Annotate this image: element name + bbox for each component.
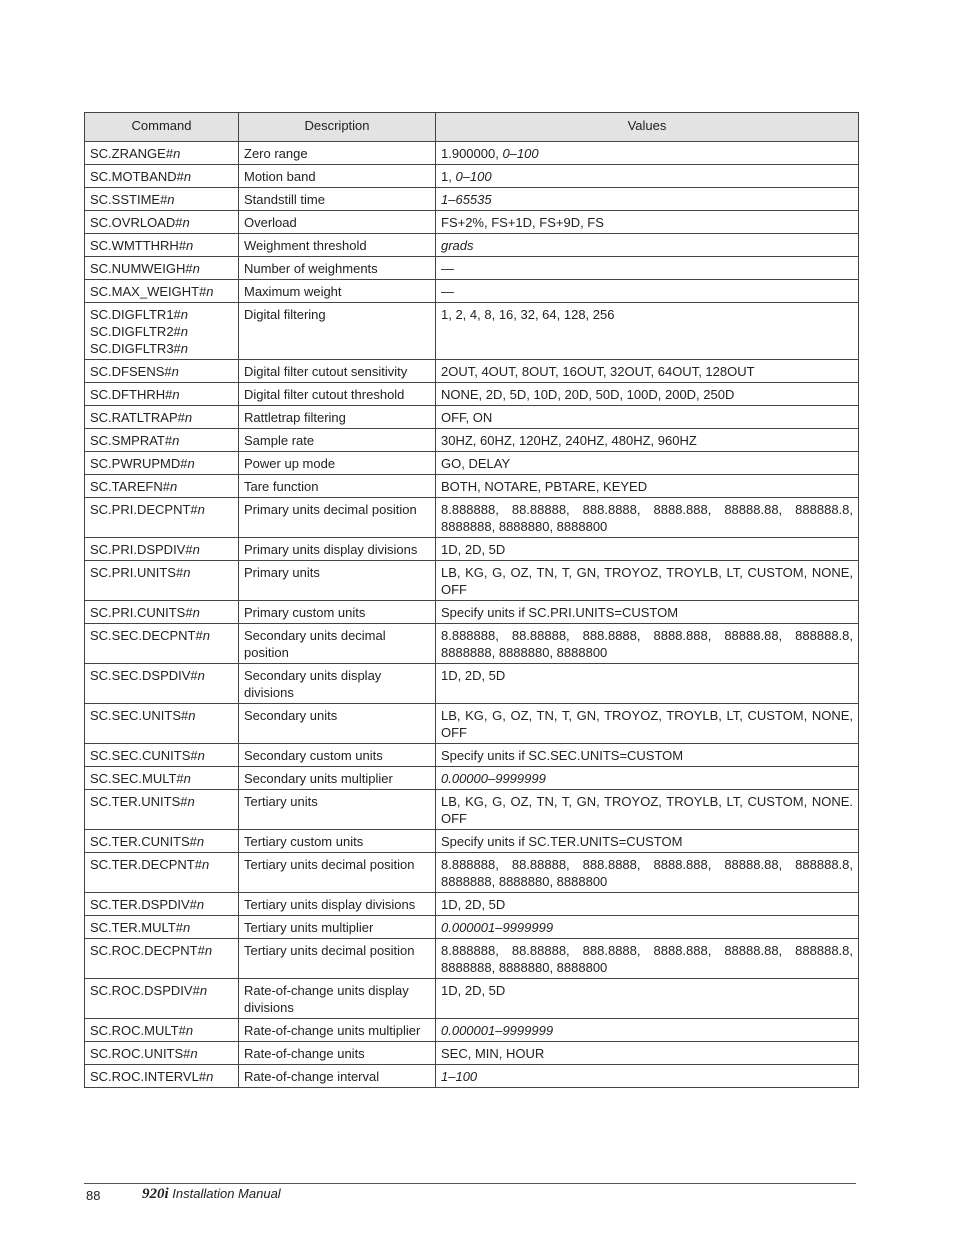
- values-cell: [436, 429, 859, 452]
- command-param: n: [192, 261, 200, 276]
- values-cell: [436, 280, 859, 303]
- command-cell: [85, 303, 239, 360]
- command-line: [90, 856, 233, 873]
- table-row: [85, 1065, 859, 1088]
- command-param: n: [180, 307, 189, 322]
- command-name: SC.TER.UNITS#: [90, 794, 188, 809]
- table-body: [85, 142, 859, 1088]
- description-cell: Digital filter cutout sensitivity: [239, 360, 436, 383]
- table-row: [85, 280, 859, 303]
- values-cell: [436, 165, 859, 188]
- command-line: [90, 919, 233, 936]
- description-cell: Primary units: [239, 561, 436, 601]
- description-cell: Sample rate: [239, 429, 436, 452]
- command-param: n: [182, 215, 190, 230]
- command-name: SC.SEC.CUNITS#: [90, 748, 198, 763]
- command-line: [90, 1022, 233, 1039]
- command-cell: [85, 257, 239, 280]
- command-name: SC.ZRANGE#: [90, 146, 174, 161]
- header-command: Command: [85, 113, 239, 142]
- command-cell: [85, 452, 239, 475]
- command-param: n: [186, 238, 194, 253]
- values-cell: [436, 142, 859, 165]
- command-cell: [85, 744, 239, 767]
- command-name: SC.PRI.CUNITS#: [90, 605, 193, 620]
- command-name: SC.PRI.DECPNT#: [90, 502, 198, 517]
- command-name: SC.SSTIME#: [90, 192, 168, 207]
- description-cell: Rate-of-change interval: [239, 1065, 436, 1088]
- command-param: n: [197, 502, 205, 517]
- manual-model: 920i: [142, 1186, 169, 1202]
- command-name: SC.WMTTHRH#: [90, 238, 187, 253]
- command-line: [90, 283, 233, 300]
- command-param: n: [197, 668, 205, 683]
- command-line: [90, 747, 233, 764]
- command-cell: [85, 498, 239, 538]
- command-line: [90, 237, 233, 254]
- description-cell: Rate-of-change units display divisions: [239, 979, 436, 1019]
- values-range: 0–100: [502, 146, 539, 161]
- command-param: n: [202, 628, 210, 643]
- header-values: Values: [436, 113, 859, 142]
- command-line: [90, 191, 233, 208]
- command-line: [90, 455, 233, 472]
- command-name: SC.TAREFN#: [90, 479, 170, 494]
- values-cell: [436, 624, 859, 664]
- description-cell: Primary custom units: [239, 601, 436, 624]
- command-param: n: [206, 1069, 214, 1084]
- command-cell: [85, 280, 239, 303]
- values-text: GO, DELAY: [441, 456, 511, 471]
- command-param: n: [183, 771, 191, 786]
- values-cell: [436, 406, 859, 429]
- command-name: SC.ROC.DECPNT#: [90, 943, 205, 958]
- values-text: 30HZ, 60HZ, 120HZ, 240HZ, 480HZ, 960HZ: [441, 433, 697, 448]
- description-cell: Tertiary units decimal position: [239, 939, 436, 979]
- values-cell: [436, 383, 859, 406]
- command-cell: [85, 1042, 239, 1065]
- table-row: [85, 360, 859, 383]
- table-row: [85, 538, 859, 561]
- values-text: FS+2%, FS+1D, FS+9D, FS: [441, 215, 604, 230]
- description-cell: Tertiary custom units: [239, 830, 436, 853]
- values-cell: [436, 893, 859, 916]
- table-row: [85, 498, 859, 538]
- command-line: [90, 604, 233, 621]
- description-cell: Number of weighments: [239, 257, 436, 280]
- command-name: SC.DFTHRH#: [90, 387, 173, 402]
- values-cell: [436, 360, 859, 383]
- command-name: SC.TER.CUNITS#: [90, 834, 197, 849]
- description-cell: Secondary units decimal position: [239, 624, 436, 664]
- values-text: BOTH, NOTARE, PBTARE, KEYED: [441, 479, 648, 494]
- values-cell: [436, 744, 859, 767]
- description-cell: Tertiary units: [239, 790, 436, 830]
- table-row: [85, 406, 859, 429]
- description-cell: Power up mode: [239, 452, 436, 475]
- values-text: Specify units if SC.SEC.UNITS=CUSTOM: [441, 748, 684, 763]
- values-text: 1.900000,: [441, 146, 503, 161]
- command-cell: [85, 601, 239, 624]
- command-cell: [85, 406, 239, 429]
- values-text: Specify units if SC.TER.UNITS=CUSTOM: [441, 834, 683, 849]
- command-line: [90, 942, 233, 959]
- command-param: n: [197, 748, 205, 763]
- table-row: [85, 767, 859, 790]
- values-text: 2OUT, 4OUT, 8OUT, 16OUT, 32OUT, 64OUT, 128OUT: [441, 364, 755, 379]
- command-cell: [85, 1019, 239, 1042]
- command-cell: [85, 383, 239, 406]
- command-param: n: [187, 456, 195, 471]
- values-cell: [436, 830, 859, 853]
- table-row: [85, 893, 859, 916]
- table-row: [85, 142, 859, 165]
- command-param: n: [172, 387, 180, 402]
- command-cell: [85, 939, 239, 979]
- command-line: [90, 667, 233, 684]
- command-cell: [85, 211, 239, 234]
- command-line: [90, 564, 233, 581]
- command-param: n: [184, 410, 193, 425]
- table-row: [85, 452, 859, 475]
- command-name: SC.DFSENS#: [90, 364, 172, 379]
- values-text: 8.888888, 88.88888, 888.8888, 8888.888, 88888.88, 888888.8, 8888888, 8888880, 8888800: [441, 943, 853, 975]
- values-text: —: [441, 284, 454, 299]
- values-cell: [436, 1042, 859, 1065]
- table-header: [85, 113, 859, 142]
- table-row: [85, 475, 859, 498]
- command-cell: [85, 538, 239, 561]
- description-cell: Secondary units: [239, 704, 436, 744]
- values-cell: [436, 1065, 859, 1088]
- description-cell: Secondary units multiplier: [239, 767, 436, 790]
- command-line: [90, 541, 233, 558]
- command-param: n: [196, 897, 205, 912]
- values-cell: [436, 538, 859, 561]
- command-cell: [85, 664, 239, 704]
- values-text: SEC, MIN, HOUR: [441, 1046, 545, 1061]
- table-row: [85, 165, 859, 188]
- values-cell: [436, 234, 859, 257]
- command-name: SC.ROC.MULT#: [90, 1023, 186, 1038]
- command-line: [90, 770, 233, 787]
- command-line: [90, 982, 233, 999]
- command-name: SC.SEC.MULT#: [90, 771, 184, 786]
- description-cell: Tertiary units multiplier: [239, 916, 436, 939]
- command-cell: [85, 188, 239, 211]
- description-cell: Rate-of-change units: [239, 1042, 436, 1065]
- values-cell: [436, 561, 859, 601]
- table-row: [85, 561, 859, 601]
- values-text: 1D, 2D, 5D: [441, 542, 506, 557]
- command-name: SC.PRI.DSPDIV#: [90, 542, 193, 557]
- command-line: [90, 340, 233, 357]
- description-cell: Tertiary units display divisions: [239, 893, 436, 916]
- table-row: [85, 211, 859, 234]
- command-param: n: [180, 341, 189, 356]
- command-cell: [85, 1065, 239, 1088]
- command-param: n: [190, 1046, 198, 1061]
- table-row: [85, 830, 859, 853]
- values-cell: [436, 475, 859, 498]
- values-text: 1,: [441, 169, 456, 184]
- values-text: Specify units if SC.PRI.UNITS=CUSTOM: [441, 605, 679, 620]
- values-cell: [436, 767, 859, 790]
- values-text: 1D, 2D, 5D: [441, 983, 506, 998]
- command-line: [90, 707, 233, 724]
- command-param: n: [204, 943, 213, 958]
- table-row: [85, 1019, 859, 1042]
- values-text: —: [441, 261, 454, 276]
- values-range: 0.000001–9999999: [441, 1023, 554, 1038]
- command-name: SC.PWRUPMD#: [90, 456, 188, 471]
- command-line: [90, 260, 233, 277]
- description-cell: Motion band: [239, 165, 436, 188]
- command-line: [90, 409, 233, 426]
- command-param: n: [187, 794, 195, 809]
- command-param: n: [167, 192, 175, 207]
- description-cell: Maximum weight: [239, 280, 436, 303]
- command-param: n: [172, 433, 180, 448]
- table-row: [85, 303, 859, 360]
- command-param: n: [196, 834, 205, 849]
- values-range: 0–100: [455, 169, 492, 184]
- command-cell: [85, 360, 239, 383]
- command-param: n: [201, 857, 210, 872]
- table-row: [85, 790, 859, 830]
- command-param: n: [188, 708, 196, 723]
- description-cell: Tare function: [239, 475, 436, 498]
- command-line: [90, 501, 233, 518]
- command-cell: [85, 561, 239, 601]
- table-row: [85, 601, 859, 624]
- values-text: NONE, 2D, 5D, 10D, 20D, 50D, 100D, 200D, 250D: [441, 387, 735, 402]
- command-name: SC.TER.MULT#: [90, 920, 183, 935]
- command-name: SC.MAX_WEIGHT#: [90, 284, 207, 299]
- values-text: 8.888888, 88.88888, 888.8888, 8888.888, 88888.88, 888888.8, 8888888, 8888880, 8888800: [441, 628, 853, 660]
- command-name: SC.TER.DECPNT#: [90, 857, 202, 872]
- command-cell: [85, 704, 239, 744]
- command-cell: [85, 830, 239, 853]
- table-row: [85, 624, 859, 664]
- command-cell: [85, 234, 239, 257]
- values-text: 8.888888, 88.88888, 888.8888, 8888.888, 88888.88, 888888.8, 8888888, 8888880, 8888800: [441, 857, 853, 889]
- values-cell: [436, 498, 859, 538]
- command-line: [90, 323, 233, 340]
- command-param: n: [183, 169, 192, 184]
- command-param: n: [173, 146, 181, 161]
- values-cell: [436, 601, 859, 624]
- values-text: LB, KG, G, OZ, TN, T, GN, TROYOZ, TROYLB, LT, CUSTOM, NONE, OFF: [441, 565, 853, 597]
- description-cell: Rattletrap filtering: [239, 406, 436, 429]
- table-row: [85, 704, 859, 744]
- values-cell: [436, 790, 859, 830]
- command-param: n: [183, 565, 191, 580]
- table-row: [85, 257, 859, 280]
- header-row: [85, 113, 859, 142]
- values-text: 8.888888, 88.88888, 888.8888, 8888.888, 88888.88, 888888.8, 8888888, 8888880, 8888800: [441, 502, 853, 534]
- command-name: SC.DIGFLTR3#: [90, 341, 181, 356]
- values-cell: [436, 979, 859, 1019]
- command-param: n: [199, 983, 208, 998]
- values-text: LB, KG, G, OZ, TN, T, GN, TROYOZ, TROYLB, LT, CUSTOM, NONE, OFF: [441, 708, 853, 740]
- command-cell: [85, 429, 239, 452]
- command-name: SC.ROC.UNITS#: [90, 1046, 191, 1061]
- command-param: n: [185, 1023, 194, 1038]
- command-cell: [85, 979, 239, 1019]
- command-cell: [85, 142, 239, 165]
- table-row: [85, 188, 859, 211]
- table-row: [85, 383, 859, 406]
- command-name: SC.SEC.DECPNT#: [90, 628, 203, 643]
- command-line: [90, 478, 233, 495]
- command-param: n: [182, 920, 191, 935]
- command-name: SC.SEC.UNITS#: [90, 708, 189, 723]
- header-description: Description: [239, 113, 436, 142]
- command-name: SC.MOTBAND#: [90, 169, 184, 184]
- command-param: n: [206, 284, 214, 299]
- command-line: [90, 386, 233, 403]
- command-param: n: [192, 605, 200, 620]
- page-number: 88: [86, 1188, 101, 1203]
- values-cell: [436, 939, 859, 979]
- command-name: SC.ROC.DSPDIV#: [90, 983, 200, 998]
- command-line: [90, 145, 233, 162]
- description-cell: Secondary units display divisions: [239, 664, 436, 704]
- description-cell: Weighment threshold: [239, 234, 436, 257]
- command-name: SC.DIGFLTR1#: [90, 307, 181, 322]
- command-cell: [85, 790, 239, 830]
- table-row: [85, 429, 859, 452]
- manual-title: [142, 1186, 281, 1203]
- command-name: SC.SEC.DSPDIV#: [90, 668, 198, 683]
- command-line: [90, 1068, 233, 1085]
- table-row: [85, 744, 859, 767]
- values-text: LB, KG, G, OZ, TN, T, GN, TROYOZ, TROYLB, LT, CUSTOM, NONE. OFF: [441, 794, 853, 826]
- values-range: 0.00000–9999999: [441, 771, 546, 786]
- description-cell: Digital filtering: [239, 303, 436, 360]
- command-param: n: [192, 542, 200, 557]
- command-param: n: [169, 479, 178, 494]
- command-line: [90, 363, 233, 380]
- command-cell: [85, 475, 239, 498]
- footer-rule: [84, 1183, 856, 1184]
- values-range: 1–100: [441, 1069, 478, 1084]
- command-line: [90, 1045, 233, 1062]
- description-cell: Secondary custom units: [239, 744, 436, 767]
- command-cell: [85, 165, 239, 188]
- values-cell: [436, 211, 859, 234]
- values-text: 1D, 2D, 5D: [441, 668, 506, 683]
- command-line: [90, 896, 233, 913]
- values-range: grads: [441, 238, 474, 253]
- table-row: [85, 916, 859, 939]
- values-cell: [436, 916, 859, 939]
- command-name: SC.RATLTRAP#: [90, 410, 185, 425]
- values-text: 1, 2, 4, 8, 16, 32, 64, 128, 256: [441, 307, 615, 322]
- manual-title-text: Installation Manual: [172, 1186, 281, 1201]
- description-cell: Rate-of-change units multiplier: [239, 1019, 436, 1042]
- description-cell: Tertiary units decimal position: [239, 853, 436, 893]
- command-name: SC.OVRLOAD#: [90, 215, 183, 230]
- command-line: [90, 214, 233, 231]
- command-line: [90, 793, 233, 810]
- description-cell: Zero range: [239, 142, 436, 165]
- values-text: 1D, 2D, 5D: [441, 897, 506, 912]
- command-line: [90, 833, 233, 850]
- values-cell: [436, 664, 859, 704]
- table-row: [85, 939, 859, 979]
- values-cell: [436, 303, 859, 360]
- command-cell: [85, 893, 239, 916]
- command-name: SC.ROC.INTERVL#: [90, 1069, 207, 1084]
- command-param: n: [171, 364, 179, 379]
- values-text: OFF, ON: [441, 410, 493, 425]
- command-name: SC.TER.DSPDIV#: [90, 897, 197, 912]
- values-cell: [436, 257, 859, 280]
- command-cell: [85, 853, 239, 893]
- command-name: SC.DIGFLTR2#: [90, 324, 181, 339]
- description-cell: Primary units display divisions: [239, 538, 436, 561]
- command-line: [90, 306, 233, 323]
- values-cell: [436, 452, 859, 475]
- table-row: [85, 853, 859, 893]
- description-cell: Overload: [239, 211, 436, 234]
- description-cell: Standstill time: [239, 188, 436, 211]
- values-range: 1–65535: [441, 192, 492, 207]
- command-table: [84, 112, 859, 1088]
- values-cell: [436, 704, 859, 744]
- command-line: [90, 168, 233, 185]
- command-name: SC.SMPRAT#: [90, 433, 173, 448]
- command-name: SC.PRI.UNITS#: [90, 565, 184, 580]
- table-row: [85, 979, 859, 1019]
- values-cell: [436, 853, 859, 893]
- command-name: SC.NUMWEIGH#: [90, 261, 193, 276]
- command-line: [90, 627, 233, 644]
- values-range: 0.000001–9999999: [441, 920, 554, 935]
- description-cell: Digital filter cutout threshold: [239, 383, 436, 406]
- command-cell: [85, 916, 239, 939]
- command-param: n: [180, 324, 189, 339]
- command-cell: [85, 624, 239, 664]
- values-cell: [436, 1019, 859, 1042]
- command-cell: [85, 767, 239, 790]
- values-cell: [436, 188, 859, 211]
- table-row: [85, 664, 859, 704]
- description-cell: Primary units decimal position: [239, 498, 436, 538]
- table-row: [85, 1042, 859, 1065]
- table-row: [85, 234, 859, 257]
- command-line: [90, 432, 233, 449]
